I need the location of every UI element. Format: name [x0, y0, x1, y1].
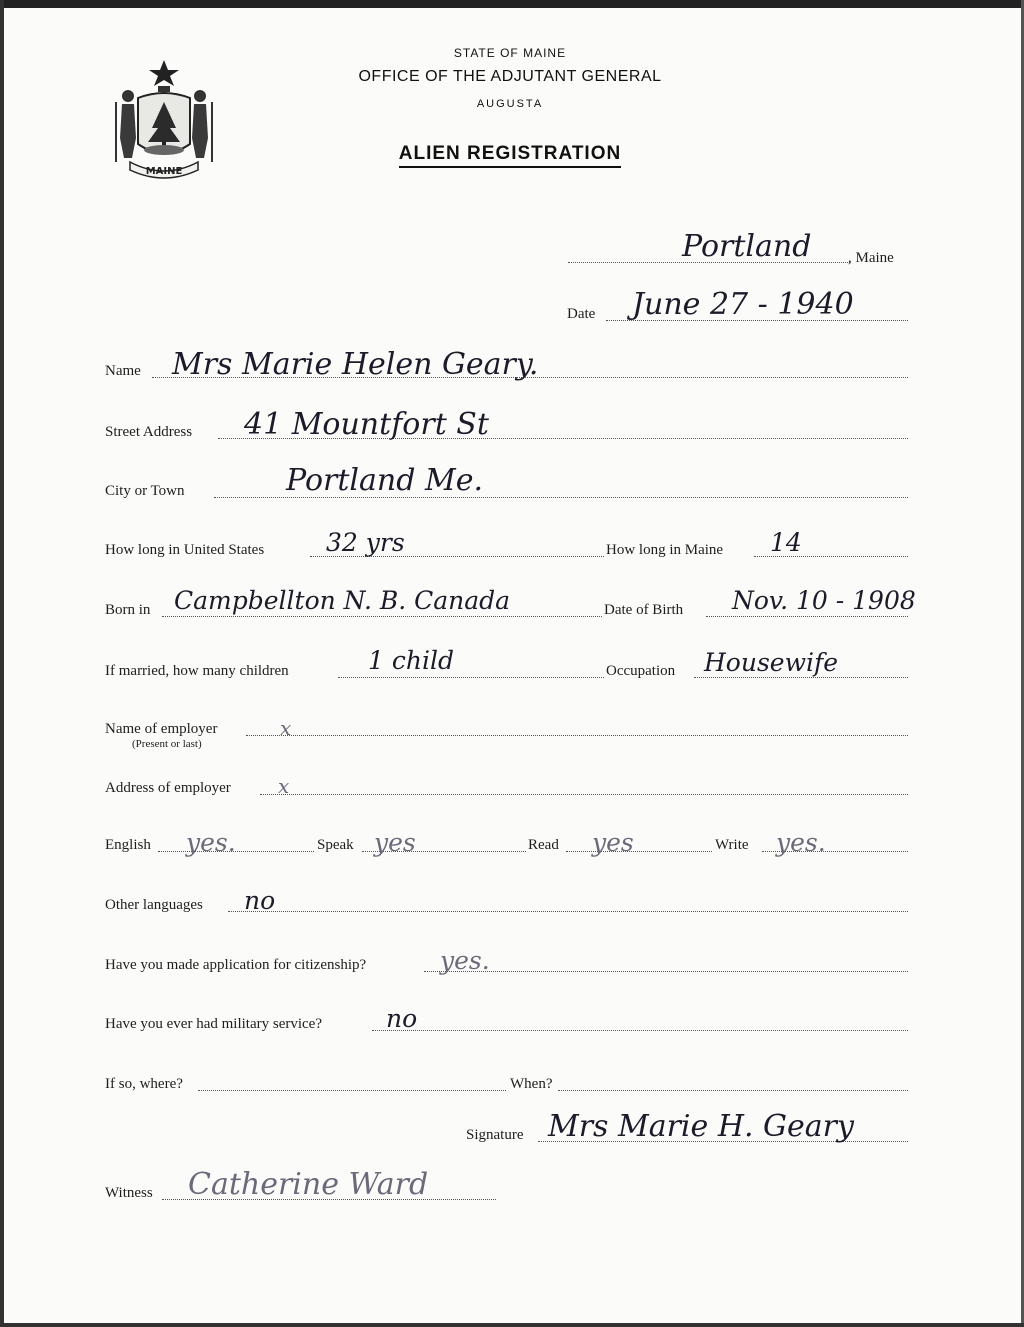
other-languages-line [228, 911, 908, 912]
born-in-label: Born in [105, 602, 151, 618]
name-label: Name [105, 363, 141, 379]
where-label: If so, where? [105, 1076, 183, 1092]
read-line [566, 851, 712, 852]
date-of-birth-entry: Nov. 10 - 1908 [732, 586, 916, 615]
other-languages-entry: no [244, 886, 276, 915]
occupation-line [694, 677, 908, 678]
maine-state-seal [108, 58, 220, 182]
witness-entry: Catherine Ward [188, 1167, 429, 1202]
read-entry: yes [592, 828, 634, 857]
name-entry: Mrs Marie Helen Geary. [172, 347, 539, 382]
office-heading: OFFICE OF THE ADJUTANT GENERAL [358, 68, 662, 85]
born-in-line [162, 616, 602, 617]
read-label: Read [528, 837, 559, 853]
employer-address-label: Address of employer [105, 780, 231, 796]
english-label: English [105, 837, 151, 853]
city-entry: Portland Me. [286, 463, 483, 498]
street-entry: 41 Mountfort St [244, 407, 489, 442]
witness-label: Witness [105, 1185, 153, 1201]
when-label: When? [510, 1076, 553, 1092]
street-label: Street Address [105, 424, 193, 440]
place-entry: Portland [682, 229, 812, 264]
how-long-maine-label: How long in Maine [606, 542, 724, 558]
military-label: Have you ever had military service? [105, 1016, 322, 1032]
when-line [558, 1090, 908, 1091]
occupation-entry: Housewife [704, 648, 839, 677]
how-long-us-label: How long in United States [105, 542, 265, 558]
date-entry: June 27 - 1940 [632, 287, 854, 322]
write-entry: yes. [776, 828, 826, 857]
date-of-birth-line [706, 616, 908, 617]
other-languages-label: Other languages [105, 897, 203, 913]
scan-edge-left [0, 0, 4, 1327]
military-entry: no [386, 1004, 418, 1033]
citizenship-label: Have you made application for citizenship? [105, 957, 367, 973]
date-label: Date [567, 306, 596, 322]
scan-edge-bottom [0, 1323, 1024, 1327]
form-title: ALIEN REGISTRATION [300, 143, 720, 165]
citizenship-entry: yes. [440, 946, 490, 975]
occupation-label: Occupation [606, 663, 676, 679]
citizenship-line [424, 971, 908, 972]
scan-edge-top [0, 0, 1024, 8]
how-long-us-entry: 32 yrs [326, 528, 405, 557]
employer-address-line [260, 794, 908, 795]
employer-label: Name of employer [105, 721, 218, 737]
english-line [158, 851, 314, 852]
signature-label: Signature [466, 1127, 524, 1143]
english-entry: yes. [186, 828, 236, 857]
write-label: Write [715, 837, 749, 853]
children-line [338, 677, 604, 678]
speak-entry: yes [374, 828, 416, 857]
employer-sublabel: (Present or last) [132, 738, 202, 750]
children-label: If married, how many children [105, 663, 289, 679]
employer-entry: x [280, 716, 292, 740]
military-line [372, 1030, 908, 1031]
svg-text:MAINE: MAINE [145, 166, 183, 177]
signature-entry: Mrs Marie H. Geary [548, 1109, 854, 1144]
employer-line [246, 735, 908, 736]
children-entry: 1 child [368, 646, 454, 675]
state-heading: STATE OF MAINE [453, 46, 567, 60]
city-label: City or Town [105, 483, 185, 499]
speak-label: Speak [317, 837, 354, 853]
employer-address-entry: x [278, 774, 290, 798]
how-long-maine-entry: 14 [770, 528, 802, 557]
city-heading: AUGUSTA [476, 98, 544, 110]
born-in-entry: Campbellton N. B. Canada [174, 586, 511, 615]
where-line [198, 1090, 506, 1091]
date-of-birth-label: Date of Birth [604, 602, 684, 618]
maine-label: , Maine [848, 250, 894, 266]
